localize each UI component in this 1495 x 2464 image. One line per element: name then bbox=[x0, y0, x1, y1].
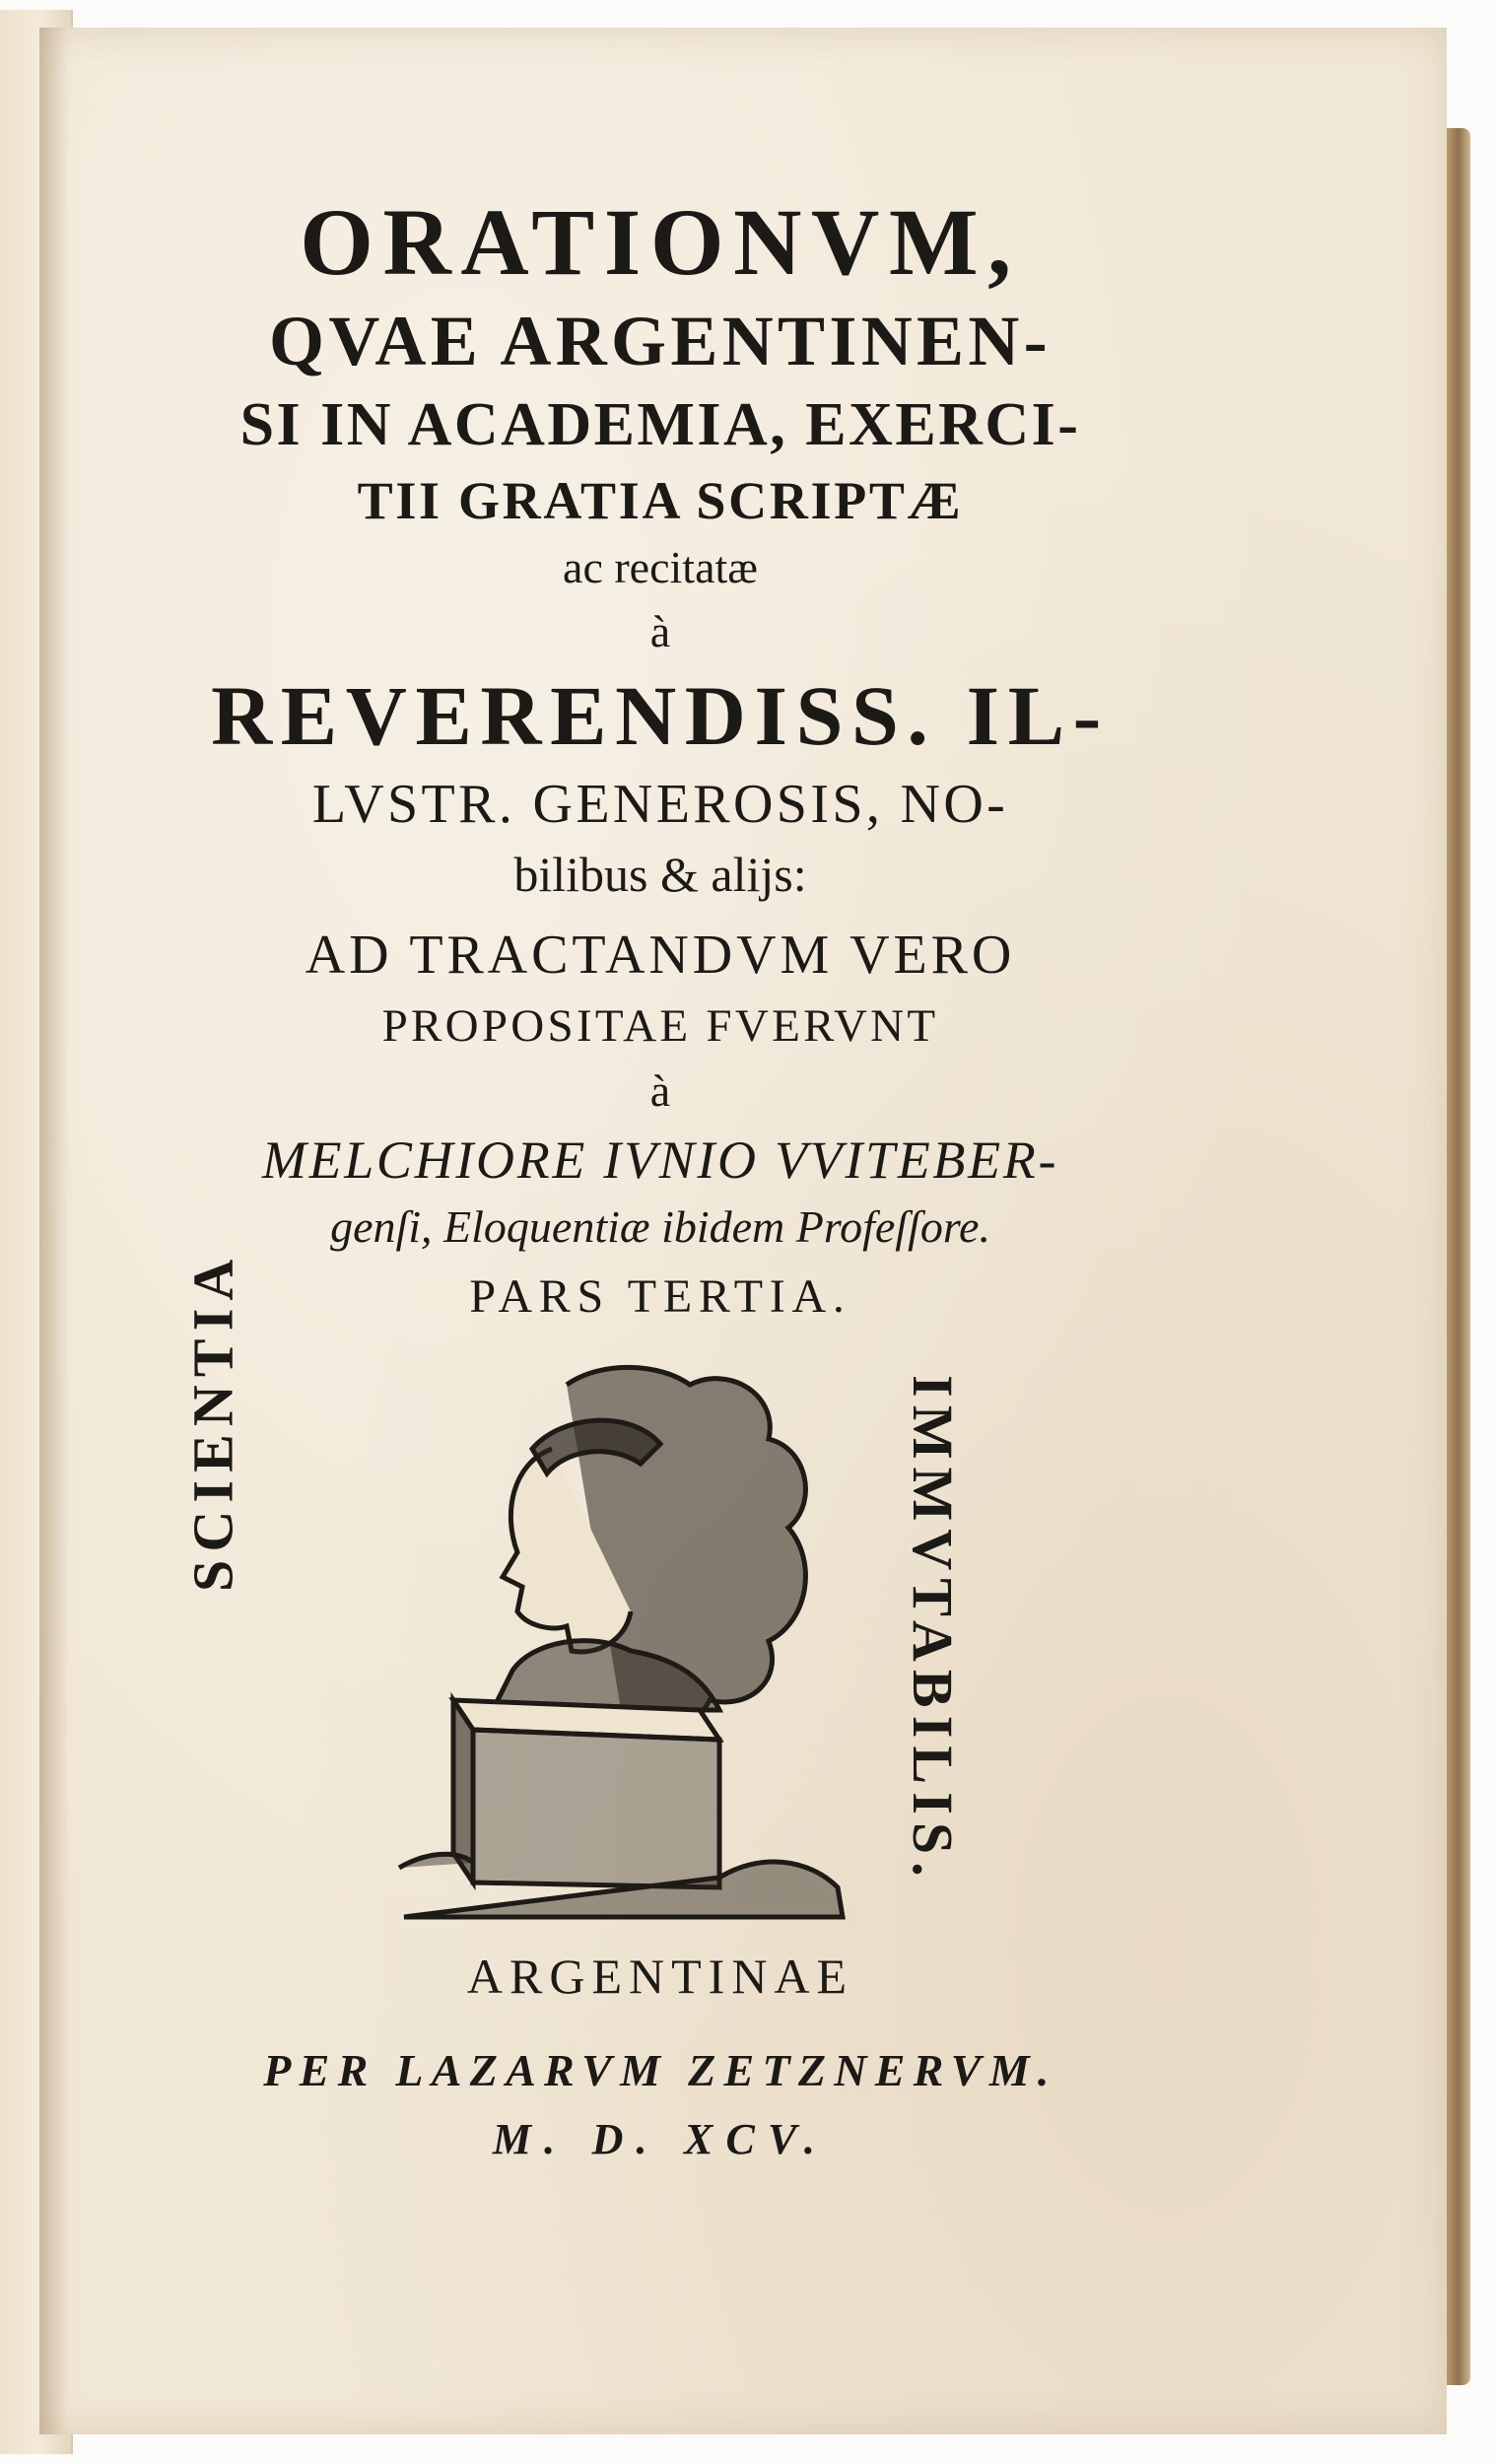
title-line-2: QVAE ARGENTINEN- bbox=[269, 302, 1052, 380]
imprint-place: ARGENTINAE bbox=[466, 1949, 854, 2004]
author-line: MELCHIORE IVNIO VVITEBER- bbox=[261, 1130, 1059, 1190]
imprint-year: M. D. XCV. bbox=[492, 2115, 829, 2163]
title-line-12: à bbox=[649, 1065, 671, 1116]
gutter-shadow bbox=[39, 28, 69, 2434]
printer-device-woodcut bbox=[394, 1355, 848, 1927]
title-line-9: bilibus & alijs: bbox=[513, 847, 807, 902]
imprint-printer: PER LAZARVM ZETZNERVM. bbox=[263, 2045, 1057, 2095]
motto-right: IMMVTABILIS. bbox=[901, 1375, 965, 1884]
part-line: PARS TERTIA. bbox=[469, 1270, 851, 1323]
title-line-8: LVSTR. GENEROSIS, NO- bbox=[311, 774, 1009, 835]
title-line-3: SI IN ACADEMIA, EXERCI- bbox=[239, 391, 1081, 458]
title-line-4: TII GRATIA SCRIPTÆ bbox=[357, 471, 964, 530]
title-line-6: à bbox=[649, 606, 671, 656]
title-line-1: ORATIONVM, bbox=[300, 189, 1021, 295]
title-line-7: REVERENDISS. IL- bbox=[211, 668, 1110, 763]
motto-left: SCIENTIA bbox=[180, 1251, 245, 1592]
title-block bbox=[118, 187, 1202, 1336]
author-line-2: genſi, Eloquentiæ ibidem Profeſſore. bbox=[330, 1201, 990, 1252]
title-line-5: ac recitatæ bbox=[563, 542, 758, 592]
pedestal-front bbox=[473, 1730, 719, 1887]
imprint-block bbox=[118, 1937, 1202, 2171]
title-line-11: PROPOSITAE FVERVNT bbox=[381, 1000, 939, 1052]
title-line-10: AD TRACTANDVM VERO bbox=[305, 924, 1016, 986]
